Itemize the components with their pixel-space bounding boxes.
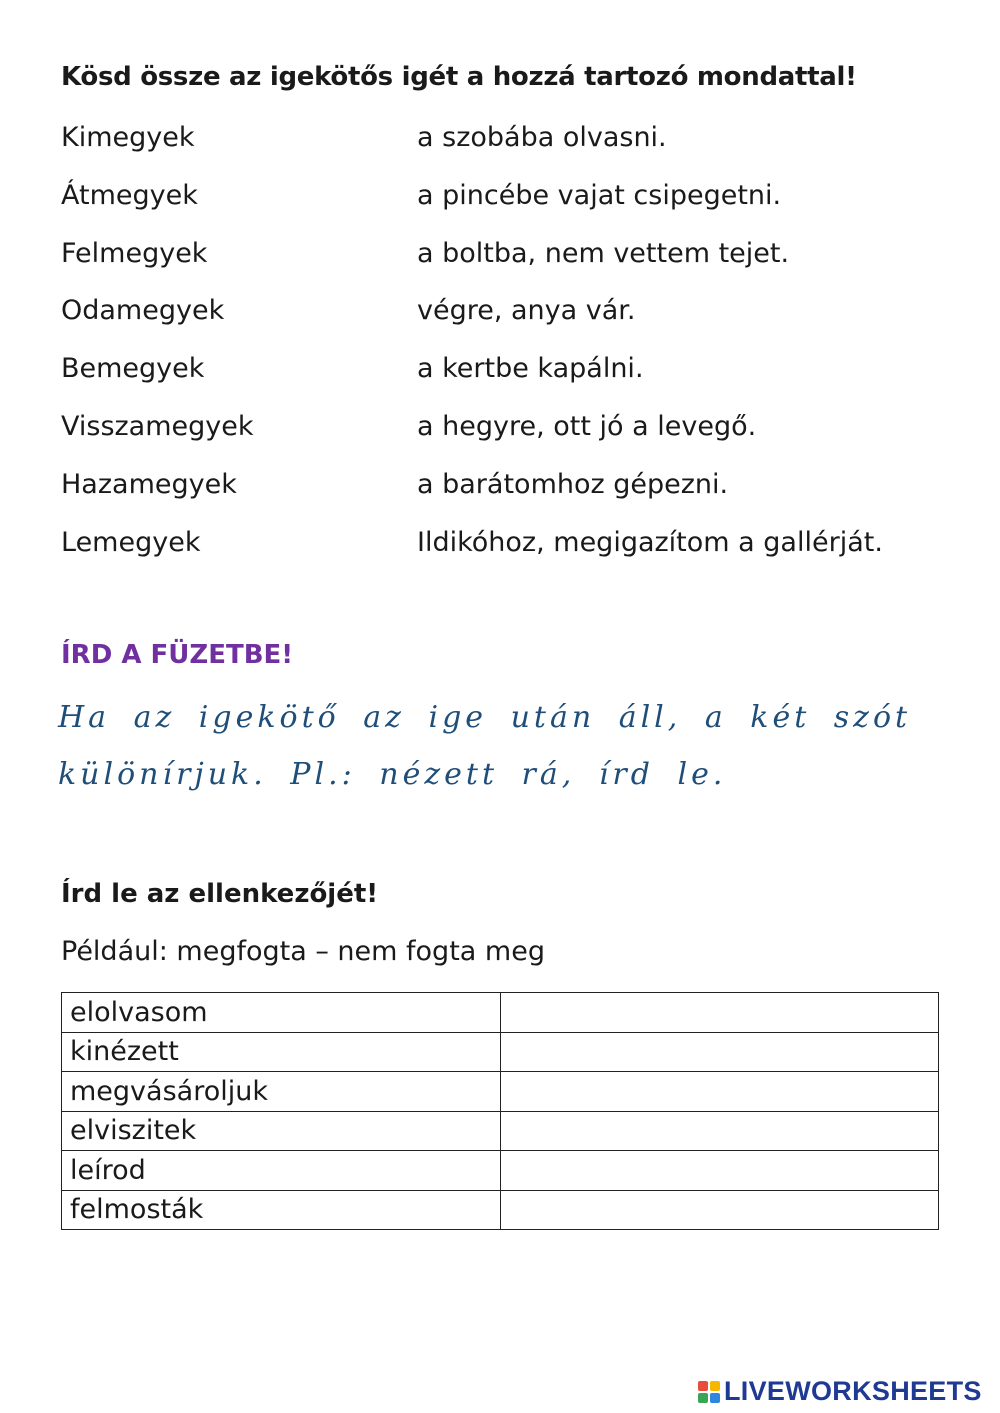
example-text: Például: megfogta – nem fogta meg: [61, 936, 545, 967]
word-cell: leírod: [62, 1151, 501, 1191]
word-cell: elolvasom: [62, 993, 501, 1033]
verb-item[interactable]: Bemegyek: [61, 353, 205, 385]
word-cell: kinézett: [62, 1032, 501, 1072]
match-row: [61, 234, 961, 292]
phrase-item[interactable]: végre, anya vár.: [417, 295, 636, 327]
phrase-item[interactable]: a pincébe vajat csipegetni.: [417, 179, 782, 211]
logo-cube: [710, 1381, 720, 1391]
exercise2-title: ÍRD A FÜZETBE!: [61, 640, 294, 670]
match-row: [61, 407, 961, 465]
match-row: [61, 523, 961, 581]
exercise1-title: Kösd össze az igekötős igét a hozzá tartozó mondattal!: [61, 62, 857, 92]
handwritten-rule-line-1: Ha az igekötő az ige után áll, a két szót: [58, 700, 912, 735]
answer-field[interactable]: [500, 993, 939, 1033]
phrase-item[interactable]: a hegyre, ott jó a levegő.: [417, 410, 757, 442]
verb-item[interactable]: Átmegyek: [61, 179, 198, 211]
phrase-item[interactable]: a boltba, nem vettem tejet.: [417, 237, 790, 269]
logo-cube: [698, 1393, 708, 1403]
match-row: [61, 118, 961, 176]
match-row: [61, 176, 961, 234]
answer-field[interactable]: [500, 1072, 939, 1112]
verb-item[interactable]: Visszamegyek: [61, 410, 254, 442]
word-cell: megvásároljuk: [62, 1072, 501, 1112]
verb-item[interactable]: Hazamegyek: [61, 468, 237, 500]
phrase-item[interactable]: a barátomhoz gépezni.: [417, 468, 729, 500]
verb-item[interactable]: Lemegyek: [61, 526, 201, 558]
answer-field[interactable]: [500, 1190, 939, 1230]
phrase-item[interactable]: a kertbe kapálni.: [417, 353, 644, 385]
logo-cube: [710, 1393, 720, 1403]
verb-item[interactable]: Kimegyek: [61, 122, 195, 153]
table-row: [62, 1190, 939, 1230]
answer-field[interactable]: [500, 1111, 939, 1151]
answer-field[interactable]: [500, 1151, 939, 1191]
phrase-item[interactable]: Ildikóhoz, megigazítom a gallérját.: [417, 526, 883, 558]
table-row: [62, 1032, 939, 1072]
table-row: [62, 993, 939, 1033]
handwritten-rule-line-2: különírjuk. Pl.: nézett rá, írd le.: [58, 757, 727, 792]
matching-exercise: [61, 118, 961, 580]
opposites-table: [61, 992, 939, 1230]
word-cell: elviszitek: [62, 1111, 501, 1151]
match-row: [61, 465, 961, 523]
match-row: [61, 349, 961, 407]
brand-name: LIVEWORKSHEETS: [724, 1376, 982, 1406]
match-row: [61, 291, 961, 349]
phrase-item[interactable]: a szobába olvasni.: [417, 122, 667, 153]
logo-cubes-icon: [698, 1381, 720, 1403]
word-cell: felmosták: [62, 1190, 501, 1230]
answer-field[interactable]: [500, 1032, 939, 1072]
verb-item[interactable]: Felmegyek: [61, 237, 208, 269]
exercise3-title: Írd le az ellenkezőjét!: [61, 879, 379, 909]
logo-cube: [698, 1381, 708, 1391]
liveworksheets-logo: [698, 1376, 982, 1407]
verb-item[interactable]: Odamegyek: [61, 295, 225, 327]
table-row: [62, 1072, 939, 1112]
table-row: [62, 1111, 939, 1151]
table-row: [62, 1151, 939, 1191]
